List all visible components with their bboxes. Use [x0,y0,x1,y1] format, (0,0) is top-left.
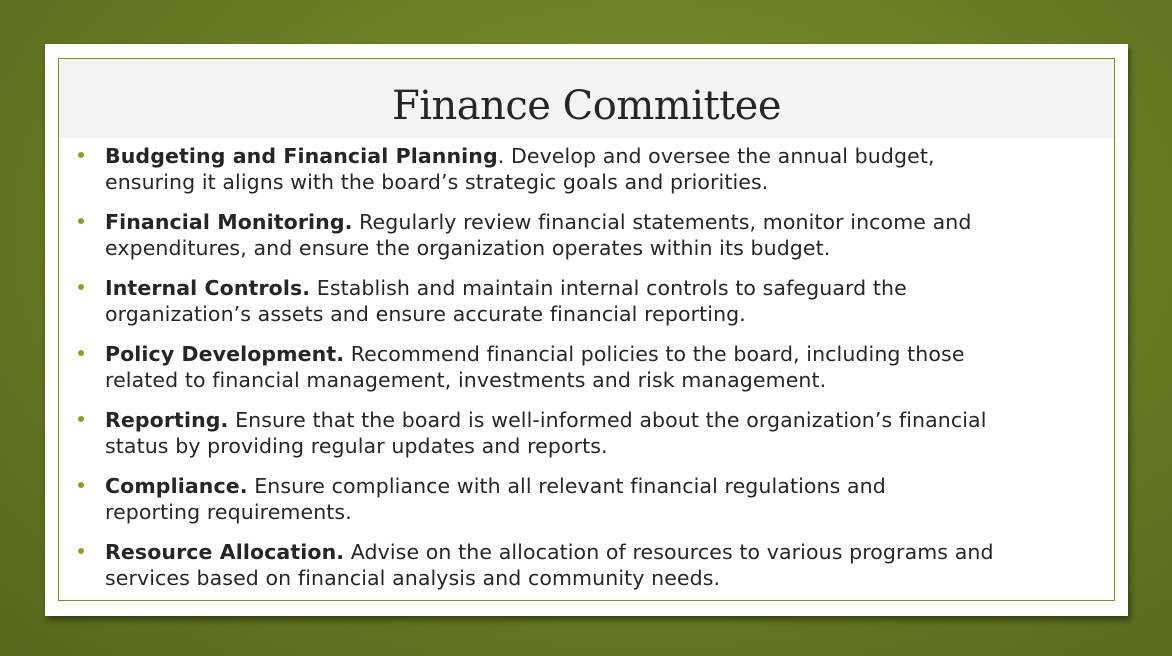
bullet-item-budgeting [75,143,1115,195]
bullet-description: Ensure compliance with all relevant financial regulations and reporting requirements. [105,474,886,524]
bullet-list [75,143,1115,605]
bullet-description: Recommend financial policies to the board, including those related to financial management, investments and risk management. [105,342,965,392]
bullet-description: Regularly review financial statements, monitor income and expenditures, and ensure the organization operates within its budget. [105,210,972,260]
bullet-item-financial-monitoring [75,209,1115,261]
bullet-term: Internal Controls. [105,276,311,300]
bullet-dot-icon [78,548,84,554]
bullet-dot-icon [78,284,84,290]
bullet-description: Ensure that the board is well-informed about the organization’s financial status by providing regular updates and reports. [105,408,987,458]
slide-card [45,44,1128,616]
bullet-item-compliance [75,473,1115,525]
bullet-term: Policy Development. [105,342,345,366]
bullet-dot-icon [78,482,84,488]
bullet-term: Resource Allocation. [105,540,345,564]
bullet-description: Establish and maintain internal controls to safeguard the organization’s assets and ensure accurate financial reporting. [105,276,907,326]
bullet-term: Financial Monitoring. [105,210,353,234]
bullet-dot-icon [78,218,84,224]
bullet-dot-icon [78,416,84,422]
bullet-description: . Develop and oversee the annual budget, ensuring it aligns with the board’s strategic goals and priorities. [105,144,935,194]
bullet-dot-icon [78,350,84,356]
bullet-item-resource-allocation [75,539,1115,591]
bullet-term: Compliance. [105,474,248,498]
slide-title: Finance Committee [391,83,782,129]
bullet-item-internal-controls [75,275,1115,327]
bullet-item-policy-development [75,341,1115,393]
bullet-term: Budgeting and Financial Planning [105,144,498,168]
bullet-description: Advise on the allocation of resources to various programs and services based on financial analysis and community needs. [105,540,994,590]
bullet-dot-icon [78,152,84,158]
bullet-term: Reporting. [105,408,229,432]
bullet-item-reporting [75,407,1115,459]
